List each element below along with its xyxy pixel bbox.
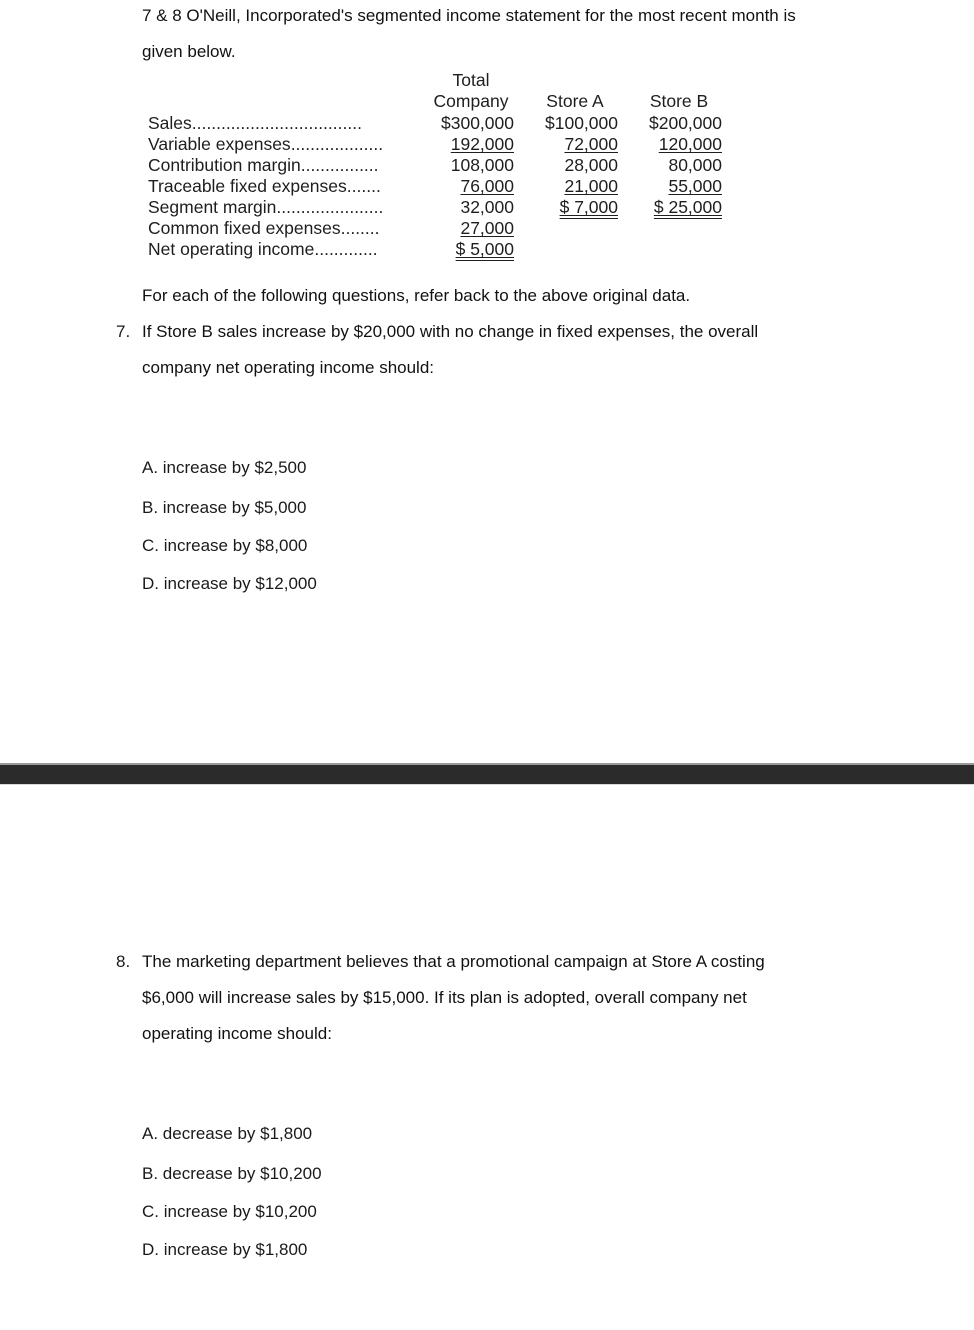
row-label-contribution-margin: Contribution margin................ (148, 155, 379, 175)
variable-expenses-total: 192,000 (450, 134, 514, 154)
row-label-sales: Sales................................... (148, 113, 362, 133)
row-label-variable-expenses: Variable expenses................... (148, 134, 384, 154)
row-label-traceable-fixed-expenses: Traceable fixed expenses....... (148, 176, 381, 196)
variable-expenses-store-a: 72,000 (564, 134, 618, 154)
net-operating-income-total: $ 5,000 (455, 239, 514, 259)
segment-margin-total: 32,000 (460, 197, 514, 217)
sales-store-b: $200,000 (649, 113, 722, 133)
segmented-income-statement (0, 0, 974, 270)
traceable-fixed-total: 76,000 (460, 176, 514, 196)
sales-store-a: $100,000 (545, 113, 618, 133)
question-7-number: 7. (116, 322, 131, 341)
question-8-number: 8. (116, 952, 131, 971)
header-store-b: Store B (649, 91, 709, 111)
contribution-margin-store-a: 28,000 (564, 155, 618, 175)
q8-option-c[interactable]: C. increase by $10,200 (142, 1202, 317, 1221)
q8-option-d[interactable]: D. increase by $1,800 (142, 1240, 308, 1259)
question-7-line-1: If Store B sales increase by $20,000 with no change in fixed expenses, the overall (142, 322, 759, 341)
header-company: Company (433, 91, 509, 111)
section-divider (0, 763, 974, 785)
q7-option-c[interactable]: C. increase by $8,000 (142, 536, 308, 555)
segment-margin-store-b: $ 25,000 (653, 197, 722, 217)
q8-option-b[interactable]: B. decrease by $10,200 (142, 1164, 322, 1183)
question-7-line-2: company net operating income should: (142, 358, 435, 377)
common-fixed-total: 27,000 (460, 218, 514, 238)
question-8-line-3: operating income should: (142, 1024, 332, 1043)
contribution-margin-total: 108,000 (450, 155, 514, 175)
q8-option-a[interactable]: A. decrease by $1,800 (142, 1124, 313, 1143)
sales-total: $300,000 (441, 113, 514, 133)
row-label-common-fixed-expenses: Common fixed expenses........ (148, 218, 380, 238)
header-total: Total (452, 70, 490, 90)
question-8-line-1: The marketing department believes that a promotional campaign at Store A costing (142, 952, 765, 971)
q7-option-d[interactable]: D. increase by $12,000 (142, 574, 317, 593)
variable-expenses-store-b: 120,000 (658, 134, 722, 154)
traceable-fixed-store-b: 55,000 (668, 176, 722, 196)
row-label-segment-margin: Segment margin...................... (148, 197, 384, 217)
intro-line-1: 7 & 8 O'Neill, Incorporated's segmented income statement for the most recent month is (142, 6, 796, 25)
q7-option-a[interactable]: A. increase by $2,500 (142, 458, 307, 477)
header-store-a: Store A (546, 91, 604, 111)
segment-margin-store-a: $ 7,000 (559, 197, 618, 217)
contribution-margin-store-b: 80,000 (668, 155, 722, 175)
intro-line-2: given below. (142, 42, 236, 61)
question-8-line-2: $6,000 will increase sales by $15,000. If its plan is adopted, overall company net (142, 988, 747, 1007)
q7-option-b[interactable]: B. increase by $5,000 (142, 498, 307, 517)
instruction-text: For each of the following questions, refer back to the above original data. (142, 286, 691, 305)
traceable-fixed-store-a: 21,000 (564, 176, 618, 196)
row-label-net-operating-income: Net operating income............. (148, 239, 378, 259)
